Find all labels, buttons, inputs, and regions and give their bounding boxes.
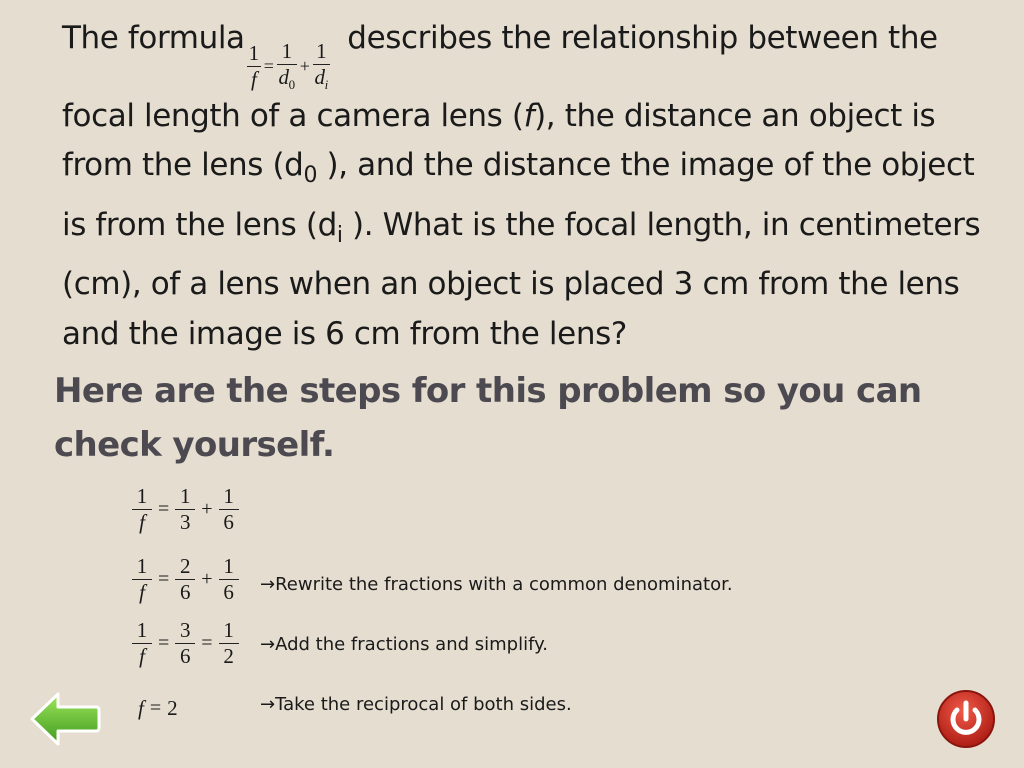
- numerator: 3: [175, 620, 195, 644]
- fraction-b: [219, 620, 239, 667]
- equals-sign: =: [201, 632, 213, 654]
- back-button[interactable]: [28, 688, 102, 750]
- numerator: 1: [248, 41, 259, 65]
- denominator: 6: [223, 580, 234, 604]
- denominator: 3: [180, 510, 191, 534]
- numerator: 1: [313, 41, 330, 65]
- denominator: [132, 644, 152, 667]
- variable-f: f: [139, 580, 145, 604]
- variable-f: f: [250, 67, 257, 91]
- fraction-1-over-f: [247, 43, 261, 90]
- numerator: 2: [175, 556, 195, 580]
- plus-sign: +: [201, 498, 213, 520]
- numerator: 1: [132, 620, 152, 644]
- variable-f: f: [523, 97, 535, 134]
- subscript: 0: [303, 163, 318, 189]
- problem-text-part: describes the relationship between the focal length of a camera lens (: [62, 20, 938, 134]
- denominator: 2: [223, 644, 234, 668]
- variable-f: f: [139, 510, 145, 534]
- focal-length-formula: [247, 41, 330, 91]
- step-2-note: [260, 574, 733, 595]
- right-arrow-icon: →: [260, 574, 276, 595]
- variable-f: f: [139, 644, 145, 668]
- subscript: i: [324, 77, 328, 93]
- equals-sign: =: [263, 55, 274, 76]
- denominator: [313, 65, 330, 91]
- subscript: i: [336, 222, 343, 248]
- step-4-note: [260, 694, 572, 715]
- equals-sign: =: [158, 498, 170, 520]
- step-4-equation: [138, 696, 178, 721]
- step-3-note: [260, 634, 548, 655]
- fraction-b: [219, 556, 239, 603]
- power-button[interactable]: [935, 688, 997, 750]
- fraction-lhs: [132, 486, 152, 533]
- numerator: 1: [219, 486, 239, 510]
- denominator: 6: [180, 644, 191, 668]
- numerator: 1: [219, 620, 239, 644]
- equals-sign: =: [158, 632, 170, 654]
- note-text: Rewrite the fractions with a common denominator.: [275, 574, 733, 595]
- equals-sign: =: [149, 697, 162, 719]
- fraction-a: [175, 556, 195, 603]
- denominator: [132, 510, 152, 533]
- equals-sign: =: [158, 568, 170, 590]
- right-arrow-icon: →: [260, 694, 276, 715]
- fraction-a: [175, 486, 195, 533]
- fraction-lhs: [132, 556, 152, 603]
- variable-d: d: [314, 65, 325, 90]
- numerator: 1: [132, 486, 152, 510]
- fraction-lhs: [132, 620, 152, 667]
- plus-sign: +: [201, 568, 213, 590]
- back-arrow-icon: [28, 688, 102, 750]
- numerator: 1: [277, 41, 297, 65]
- problem-text-part: The formula: [62, 20, 245, 56]
- variable-d: d: [278, 65, 289, 90]
- numerator: 1: [132, 556, 152, 580]
- note-text: Add the fractions and simplify.: [275, 634, 548, 655]
- plus-sign: +: [299, 55, 310, 76]
- denominator: [247, 67, 261, 90]
- note-text: Take the reciprocal of both sides.: [275, 694, 572, 715]
- steps-heading: Here are the steps for this problem so you can check yourself.: [54, 371, 922, 465]
- problem-text-part: ), the distance an object is from the lens (d: [62, 97, 936, 184]
- numerator: 1: [175, 486, 195, 510]
- step-1-equation: [132, 486, 239, 533]
- step-2-equation: [132, 556, 239, 603]
- right-arrow-icon: →: [260, 634, 276, 655]
- fraction-1-over-d0: [277, 41, 297, 91]
- denominator: 6: [180, 580, 191, 604]
- denominator: [277, 65, 297, 91]
- fraction-b: [219, 486, 239, 533]
- problem-text-part: ), and the distance the image of the object is from the lens (d: [62, 147, 975, 243]
- numerator: 1: [219, 556, 239, 580]
- denominator: 6: [223, 510, 234, 534]
- result-value: 2: [167, 696, 178, 720]
- fraction-1-over-di: [313, 41, 330, 91]
- denominator: [132, 580, 152, 603]
- variable-f: f: [138, 696, 144, 720]
- power-icon: [935, 688, 997, 750]
- fraction-a: [175, 620, 195, 667]
- problem-text-part: ). What is the focal length, in centimeters (cm), of a lens when an object is placed 3 cm from the lens and the image is 6 cm from the lens?: [62, 206, 981, 352]
- subscript: 0: [288, 77, 295, 93]
- problem-text: [62, 14, 1002, 359]
- step-3-equation: [132, 620, 239, 667]
